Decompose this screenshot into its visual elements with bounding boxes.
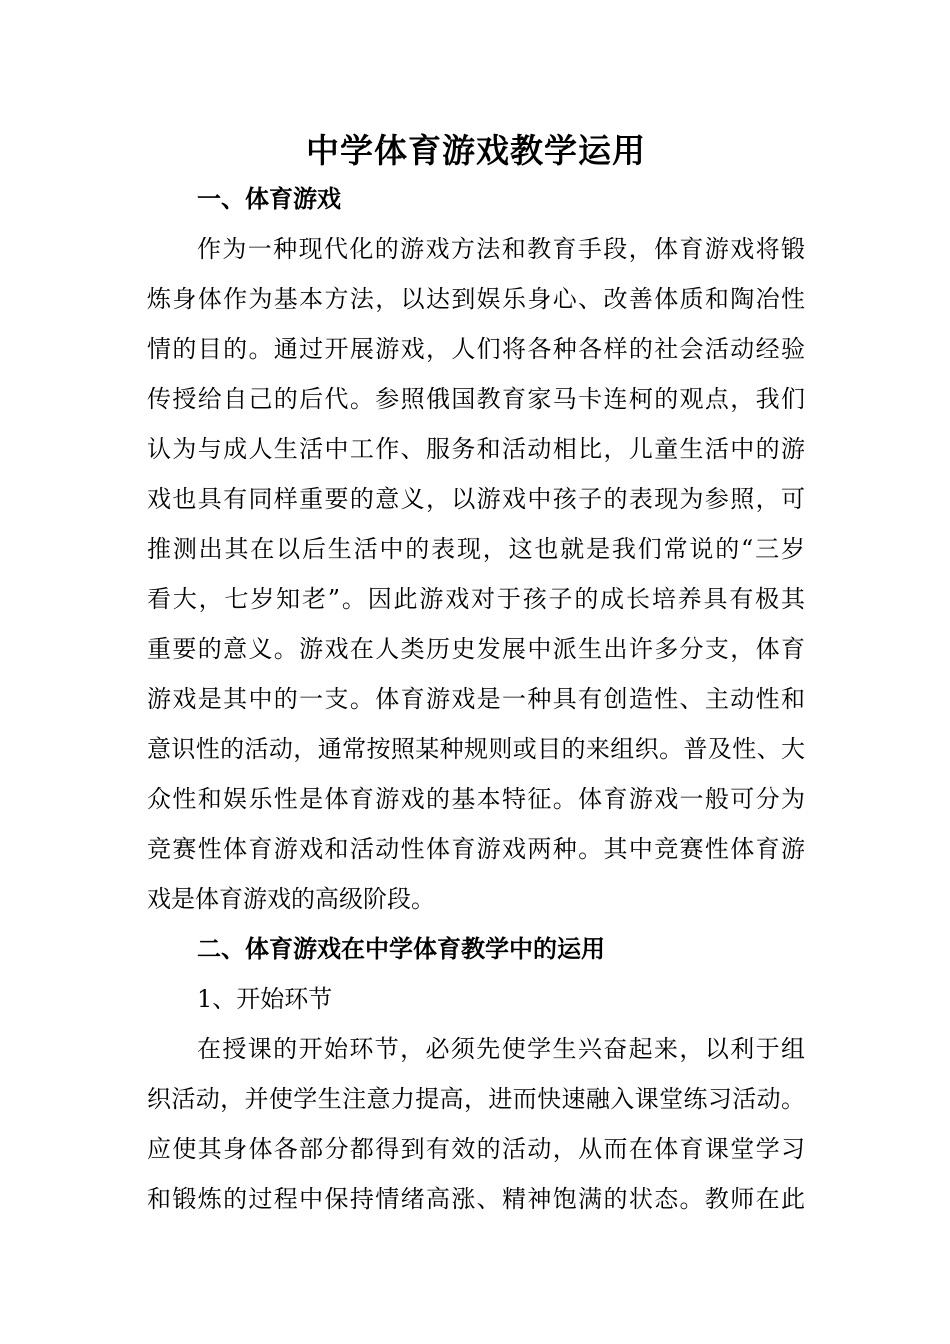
paragraph-line: 众性和娱乐性是体育游戏的基本特征。体育游戏一般可分为 [147,785,805,813]
section-2-paragraph [147,1024,805,1224]
paragraph-line: 推测出其在以后生活中的表现，这也就是我们常说的“三岁 [147,535,805,563]
paragraph-line: 情的目的。通过开展游戏，人们将各种各样的社会活动经验 [147,335,805,363]
paragraph-line: 游戏是其中的一支。体育游戏是一种具有创造性、主动性和 [147,685,805,713]
section-heading-2: 二、体育游戏在中学体育教学中的运用 [197,934,605,963]
paragraph-line: 戏是体育游戏的高级阶段。 [147,885,435,913]
paragraph-line: 戏也具有同样重要的意义，以游戏中孩子的表现为参照，可 [147,485,805,513]
document-page [147,128,805,1224]
paragraph-line: 竞赛性体育游戏和活动性体育游戏两种。其中竞赛性体育游 [147,835,805,863]
paragraph-line: 传授给自己的后代。参照俄国教育家马卡连柯的观点，我们 [147,385,805,413]
paragraph-line: 意识性的活动，通常按照某种规则或目的来组织。普及性、大 [147,735,805,763]
paragraph-line: 炼身体作为基本方法，以达到娱乐身心、改善体质和陶冶性 [147,285,805,313]
section-heading-1: 一、体育游戏 [197,184,341,213]
paragraph-line: 织活动，并使学生注意力提高，进而快速融入课堂练习活动。 [147,1085,805,1113]
paragraph-line: 认为与成人生活中工作、服务和活动相比，儿童生活中的游 [147,435,805,463]
section-1-paragraph [147,224,805,924]
paragraph-line: 重要的意义。游戏在人类历史发展中派生出许多分支，体育 [147,635,805,663]
paragraph-line: 看大，七岁知老”。因此游戏对于孩子的成长培养具有极其 [147,585,805,613]
paragraph-line: 应使其身体各部分都得到有效的活动，从而在体育课堂学习 [147,1135,805,1163]
paragraph-line: 作为一种现代化的游戏方法和教育手段，体育游戏将锻 [197,235,805,263]
sub-heading-1: 1、开始环节 [197,985,333,1013]
paragraph-line: 在授课的开始环节，必须先使学生兴奋起来，以利于组 [197,1035,805,1063]
document-title: 中学体育游戏教学运用 [306,131,646,170]
paragraph-line: 和锻炼的过程中保持情绪高涨、精神饱满的状态。教师在此 [147,1185,805,1213]
